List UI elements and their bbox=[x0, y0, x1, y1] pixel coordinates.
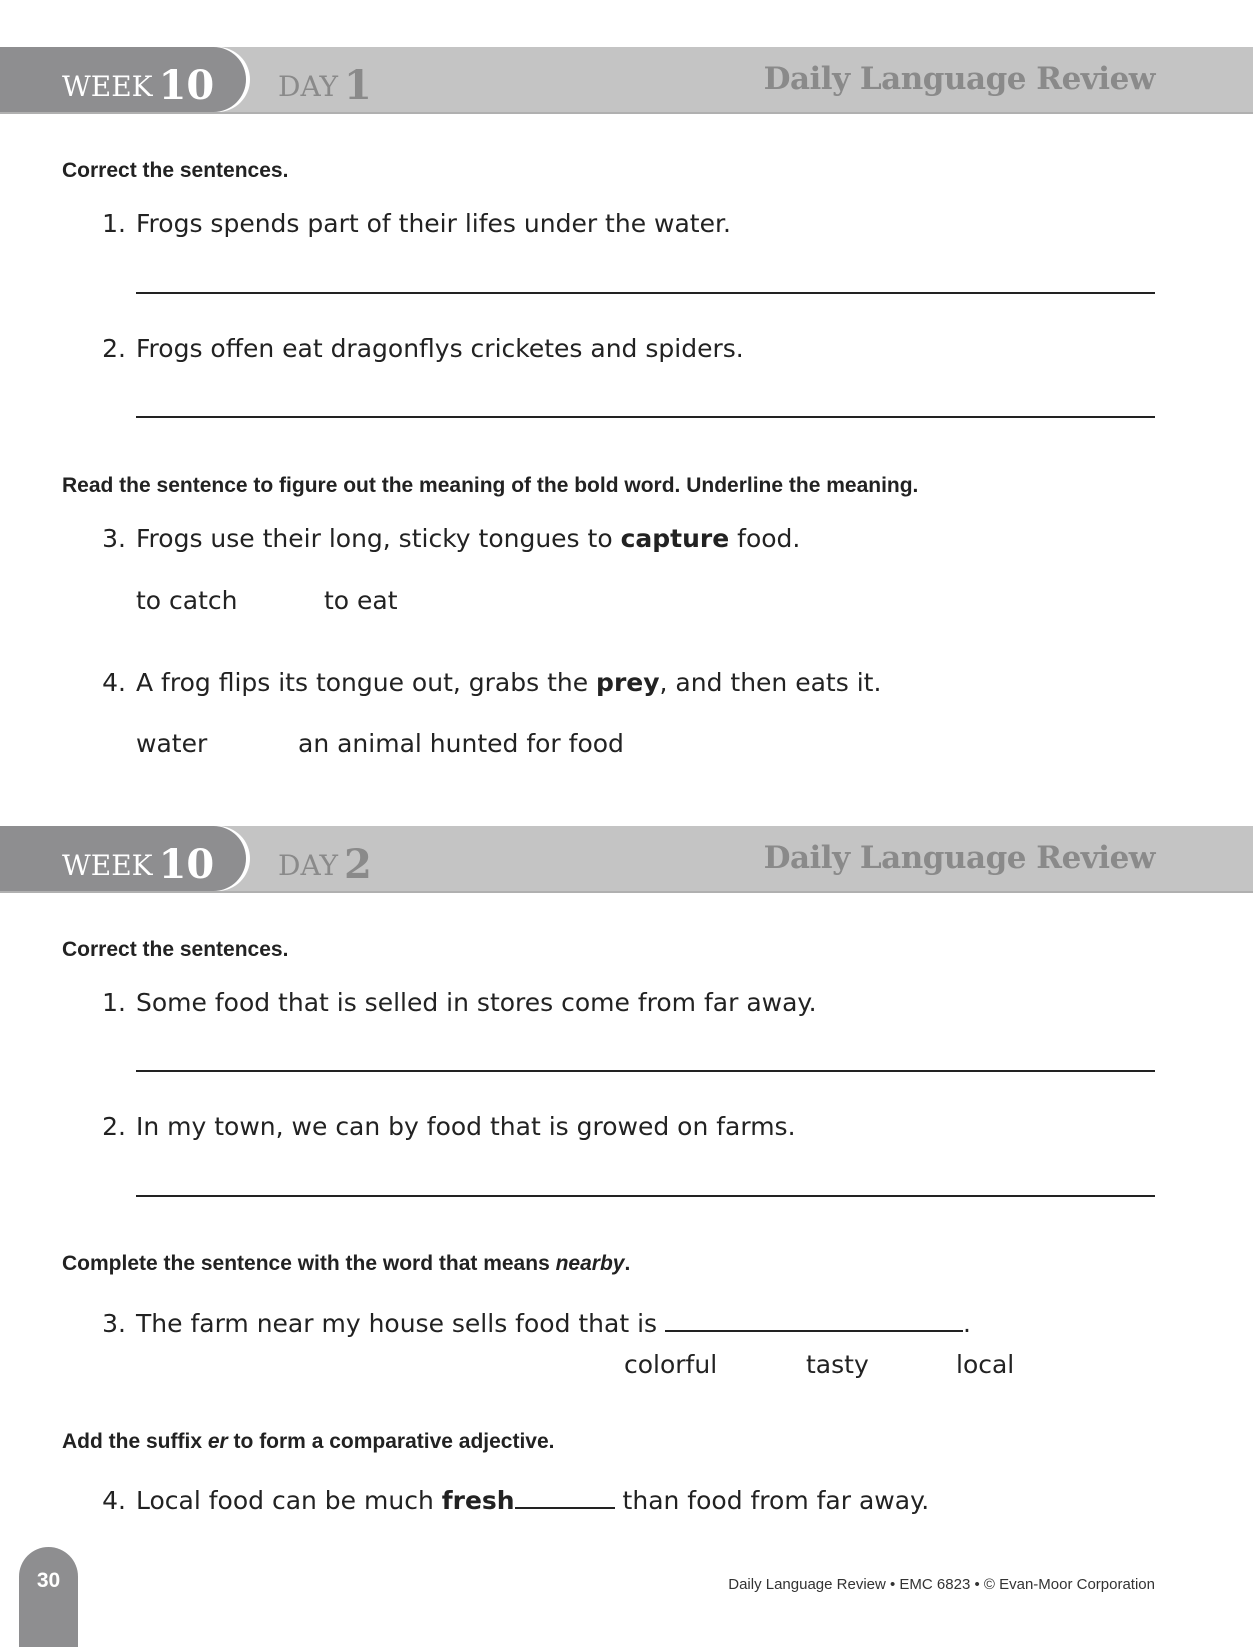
instruction: Complete the sentence with the word that means nearby. bbox=[62, 1252, 631, 1275]
week-label: WEEK 10 bbox=[62, 841, 215, 888]
day-label: DAY 2 bbox=[278, 841, 372, 888]
instruction: Read the sentence to figure out the meaning of the bold word. Underline the meaning. bbox=[62, 474, 919, 497]
question-number: 1. bbox=[102, 209, 126, 238]
day-label: DAY 1 bbox=[278, 62, 372, 109]
fill-in-blank[interactable] bbox=[665, 1330, 963, 1332]
instruction: Add the suffix er to form a comparative adjective. bbox=[62, 1430, 555, 1453]
week-label: WEEK 10 bbox=[62, 62, 215, 109]
question-text: Local food can be much fresh than food from far away. bbox=[136, 1486, 930, 1515]
answer-line[interactable] bbox=[136, 1195, 1155, 1197]
week-tab bbox=[0, 826, 246, 891]
question-text: In my town, we can by food that is growed on farms. bbox=[136, 1112, 796, 1141]
question-number: 4. bbox=[102, 668, 126, 697]
answer-option[interactable]: tasty bbox=[806, 1350, 869, 1379]
answer-option[interactable]: local bbox=[956, 1350, 1015, 1379]
question-text: Frogs spends part of their lifes under the water. bbox=[136, 209, 731, 238]
answer-line[interactable] bbox=[136, 416, 1155, 418]
header-title: Daily Language Review bbox=[763, 840, 1155, 876]
fill-in-blank[interactable] bbox=[515, 1507, 615, 1509]
question-text: A frog flips its tongue out, grabs the prey, and then eats it. bbox=[136, 668, 882, 697]
instruction: Correct the sentences. bbox=[62, 159, 289, 182]
answer-line[interactable] bbox=[136, 292, 1155, 294]
header-title: Daily Language Review bbox=[763, 61, 1155, 97]
question-text: The farm near my house sells food that is . bbox=[136, 1309, 971, 1338]
page-number: 30 bbox=[36, 1569, 61, 1592]
instruction: Correct the sentences. bbox=[62, 938, 289, 961]
question-text: Frogs offen eat dragonflys cricketes and spiders. bbox=[136, 334, 744, 363]
answer-line[interactable] bbox=[136, 1070, 1155, 1072]
page-number-tab bbox=[19, 1547, 78, 1647]
question-number: 3. bbox=[102, 1309, 126, 1338]
question-number: 3. bbox=[102, 524, 126, 553]
footer-credit: Daily Language Review • EMC 6823 • © Evan-Moor Corporation bbox=[728, 1576, 1155, 1593]
day2-header-band bbox=[0, 826, 1253, 893]
answer-option[interactable]: water bbox=[136, 729, 208, 758]
question-text: Some food that is selled in stores come from far away. bbox=[136, 988, 817, 1017]
question-number: 1. bbox=[102, 988, 126, 1017]
answer-option[interactable]: an animal hunted for food bbox=[298, 729, 624, 758]
answer-option[interactable]: to eat bbox=[324, 586, 398, 615]
week-tab bbox=[0, 47, 246, 112]
question-number: 4. bbox=[102, 1486, 126, 1515]
question-text: Frogs use their long, sticky tongues to capture food. bbox=[136, 524, 801, 553]
question-number: 2. bbox=[102, 1112, 126, 1141]
answer-option[interactable]: to catch bbox=[136, 586, 238, 615]
answer-option[interactable]: colorful bbox=[624, 1350, 718, 1379]
question-number: 2. bbox=[102, 334, 126, 363]
day1-header-band bbox=[0, 47, 1253, 114]
